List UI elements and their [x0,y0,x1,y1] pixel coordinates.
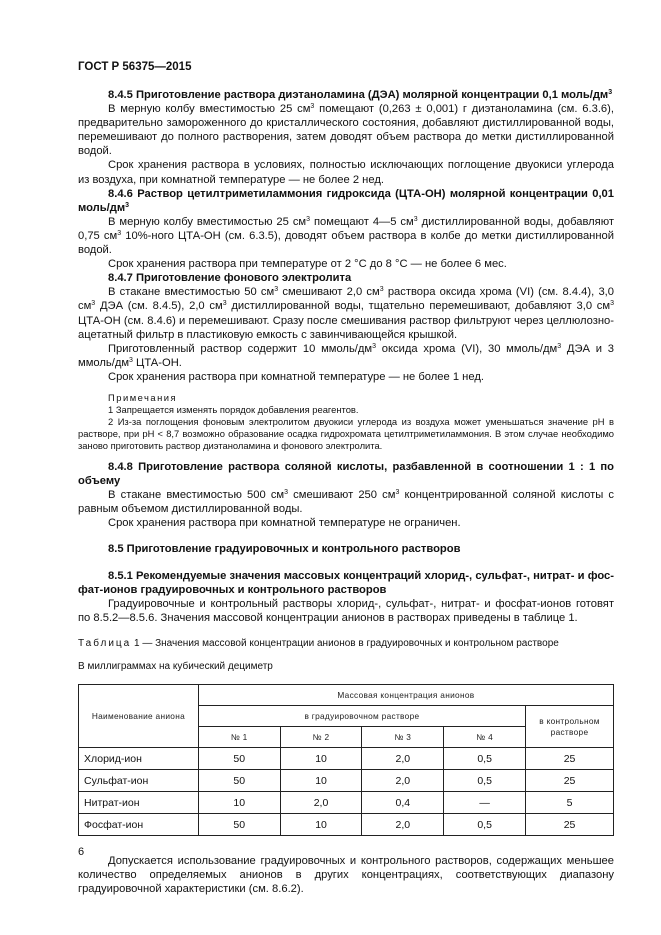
note-2: 2 Из-за поглощения фоновым электролитом двуокиси углерода из воздуха может уменьшаться значение рН в растворе, при рН < 8,7 возможно образование осадка гидрохромата цетилтриметиламмония. В этом случае необходимо заново приготовить раствор диэтаноламина и фонового электролита. [78,415,614,451]
value-cell: 0,4 [362,792,444,814]
closing-paragraph: Допускается использование градуировочных и контрольного растворов, содержащих меньшее количество определяемых анионов в других концентрациях, соответствующих диапазону градуировочной характеристики (см. 8.6.2). [78,855,614,896]
value-cell: 0,5 [444,748,526,770]
header-num-3: № 3 [362,727,444,748]
value-cell: — [444,792,526,814]
value-cell: 50 [198,814,280,836]
page-number: 6 [78,846,85,858]
document-id: ГОСТ Р 56375—2015 [78,61,192,73]
value-cell: 10 [280,770,362,792]
anion-name: Хлорид-ион [79,748,199,770]
value-cell: 50 [198,770,280,792]
section-8-4-5-paragraph: В мерную колбу вместимостью 25 $см^3$ помещают (0,263 ± 0,001) г диэтаноламина (см. 6.3.6), предварительно замороженного до кристаллического состояния, добавляют дистиллированной воды, перемешивают до полного растворения, затем доводят объем раствора до метки дистиллированной водой. [78,103,614,158]
control-value-cell: 25 [526,748,614,770]
control-value-cell: 5 [526,792,614,814]
header-calibration-solution: в градуировочном растворе [198,706,525,727]
value-cell: 10 [280,748,362,770]
value-cell: 0,5 [444,770,526,792]
section-8-4-7-heading: 8.4.7 Приготовление фонового электролита [108,272,352,285]
table-caption: Таблица 1 — Значения массовой концентрации анионов в градуировочных и контрольном растворе [78,637,559,649]
notes-title: Примечания [108,391,178,403]
anion-name: Сульфат-ион [79,770,199,792]
value-cell: 2,0 [362,748,444,770]
value-cell: 10 [198,792,280,814]
table-row [79,814,614,836]
table-row [79,748,614,770]
section-8-4-8-heading: 8.4.8 Приготовление раствора соляной кислоты, разбавленной в соотношении 1 : 1 по объему [78,460,614,488]
page-content [78,88,614,896]
section-8-5-heading: 8.5 Приготовление градуировочных и контрольного растворов [108,543,461,556]
header-anion-name: Наименование аниона [79,685,199,748]
value-cell: 10 [280,814,362,836]
control-value-cell: 25 [526,814,614,836]
section-8-4-6-paragraph: В мерную колбу вместимостью 25 $см^3$ помещают 4—5 $см^3$ дистиллированной воды, добавляют 0,75 $см^3$ 10%-ного ЦТА-ОН (см. 6.3.5), доводят объем раствора в колбе до метки дистиллированной водой. [78,215,614,257]
section-8-4-8-paragraph: В стакане вместимостью 500 $см^3$ смешивают 250 $см^3$ концентрированной соляной кислоты с равным объемом дистиллированной воды. [78,489,614,516]
value-cell: 2,0 [280,792,362,814]
header-num-4: № 4 [444,727,526,748]
table-row [79,792,614,814]
section-8-4-7-composition: Приготовленный раствор содержит 10 ммоль/$дм^3$ оксида хрома (VI), 30 ммоль/$дм^3$ ДЭА и 3 ммоль/$дм^3$ ЦТА-ОН. [78,342,614,369]
table-row [79,770,614,792]
section-8-4-7-paragraph: В стакане вместимостью 50 $см^3$ смешивают 2,0 $см^3$ раствора оксида хрома (VI) (см. 8.4.4), 3,0 $см^3$ ДЭА (см. 8.4.5), 2,0 $см^3$ дистиллированной воды, тщательно перемешивают, добавляют 3,0 $см^3$ ЦТА-ОН (см. 8.4.6) и перемешивают. Сразу после смешивания раствор фильтруют через целлюлозно-ацетатный фильтр в пластиковую емкость с завинчивающейся крышкой. [78,286,615,341]
section-8-4-7-storage: Срок хранения раствора при комнатной температуре — не более 1 нед. [108,370,484,383]
control-value-cell: 25 [526,770,614,792]
header-control-solution: в контрольном растворе [526,706,614,748]
section-8-4-5-heading: 8.4.5 Приготовление раствора диэтаноламина (ДЭА) молярной концентрации 0,1 моль/$дм^3$ [108,89,613,101]
section-8-4-5-storage: Срок хранения раствора в условиях, полностью исключающих поглощение двуокиси углерода из воздуха, при комнатной температуре — не более 2 нед. [78,159,614,186]
section-8-4-6-heading: 8.4.6 Раствор цетилтриметиламмония гидроксида (ЦТА-ОН) молярной концентрации 0,01 моль/$дм^3$ [78,187,614,214]
anion-name: Фосфат-ион [79,814,199,836]
header-num-1: № 1 [198,727,280,748]
section-8-4-8-storage: Срок хранения раствора при комнатной температуре не ограничен. [108,517,461,530]
header-mass-concentration: Массовая концентрация анионов [198,685,613,706]
section-8-5-1-heading: 8.5.1 Рекомендуемые значения массовых концентраций хлорид-, сульфат-, нитрат- и фосфат-ионов градуировочных и контрольного растворов [78,569,614,596]
table-units: В миллиграммах на кубический дециметр [78,661,273,672]
note-1: 1 Запрещается изменять порядок добавления реагентов. [108,403,359,415]
section-8-4-6-storage: Срок хранения раствора при температуре от 2 °С до 8 °С — не более 6 мес. [108,258,507,271]
section-8-5-1-paragraph: Градуировочные и контрольный растворы хлорид-, сульфат-, нитрат- и фосфат-ионов готовят по 8.5.2—8.5.6. Значения массовой концентрации анионов в растворах приведены в таблице 1. [78,597,614,624]
concentration-table [78,684,614,836]
value-cell: 2,0 [362,770,444,792]
value-cell: 2,0 [362,814,444,836]
value-cell: 0,5 [444,814,526,836]
notes-block [78,392,614,452]
header-num-2: № 2 [280,727,362,748]
anion-name: Нитрат-ион [79,792,199,814]
value-cell: 50 [198,748,280,770]
